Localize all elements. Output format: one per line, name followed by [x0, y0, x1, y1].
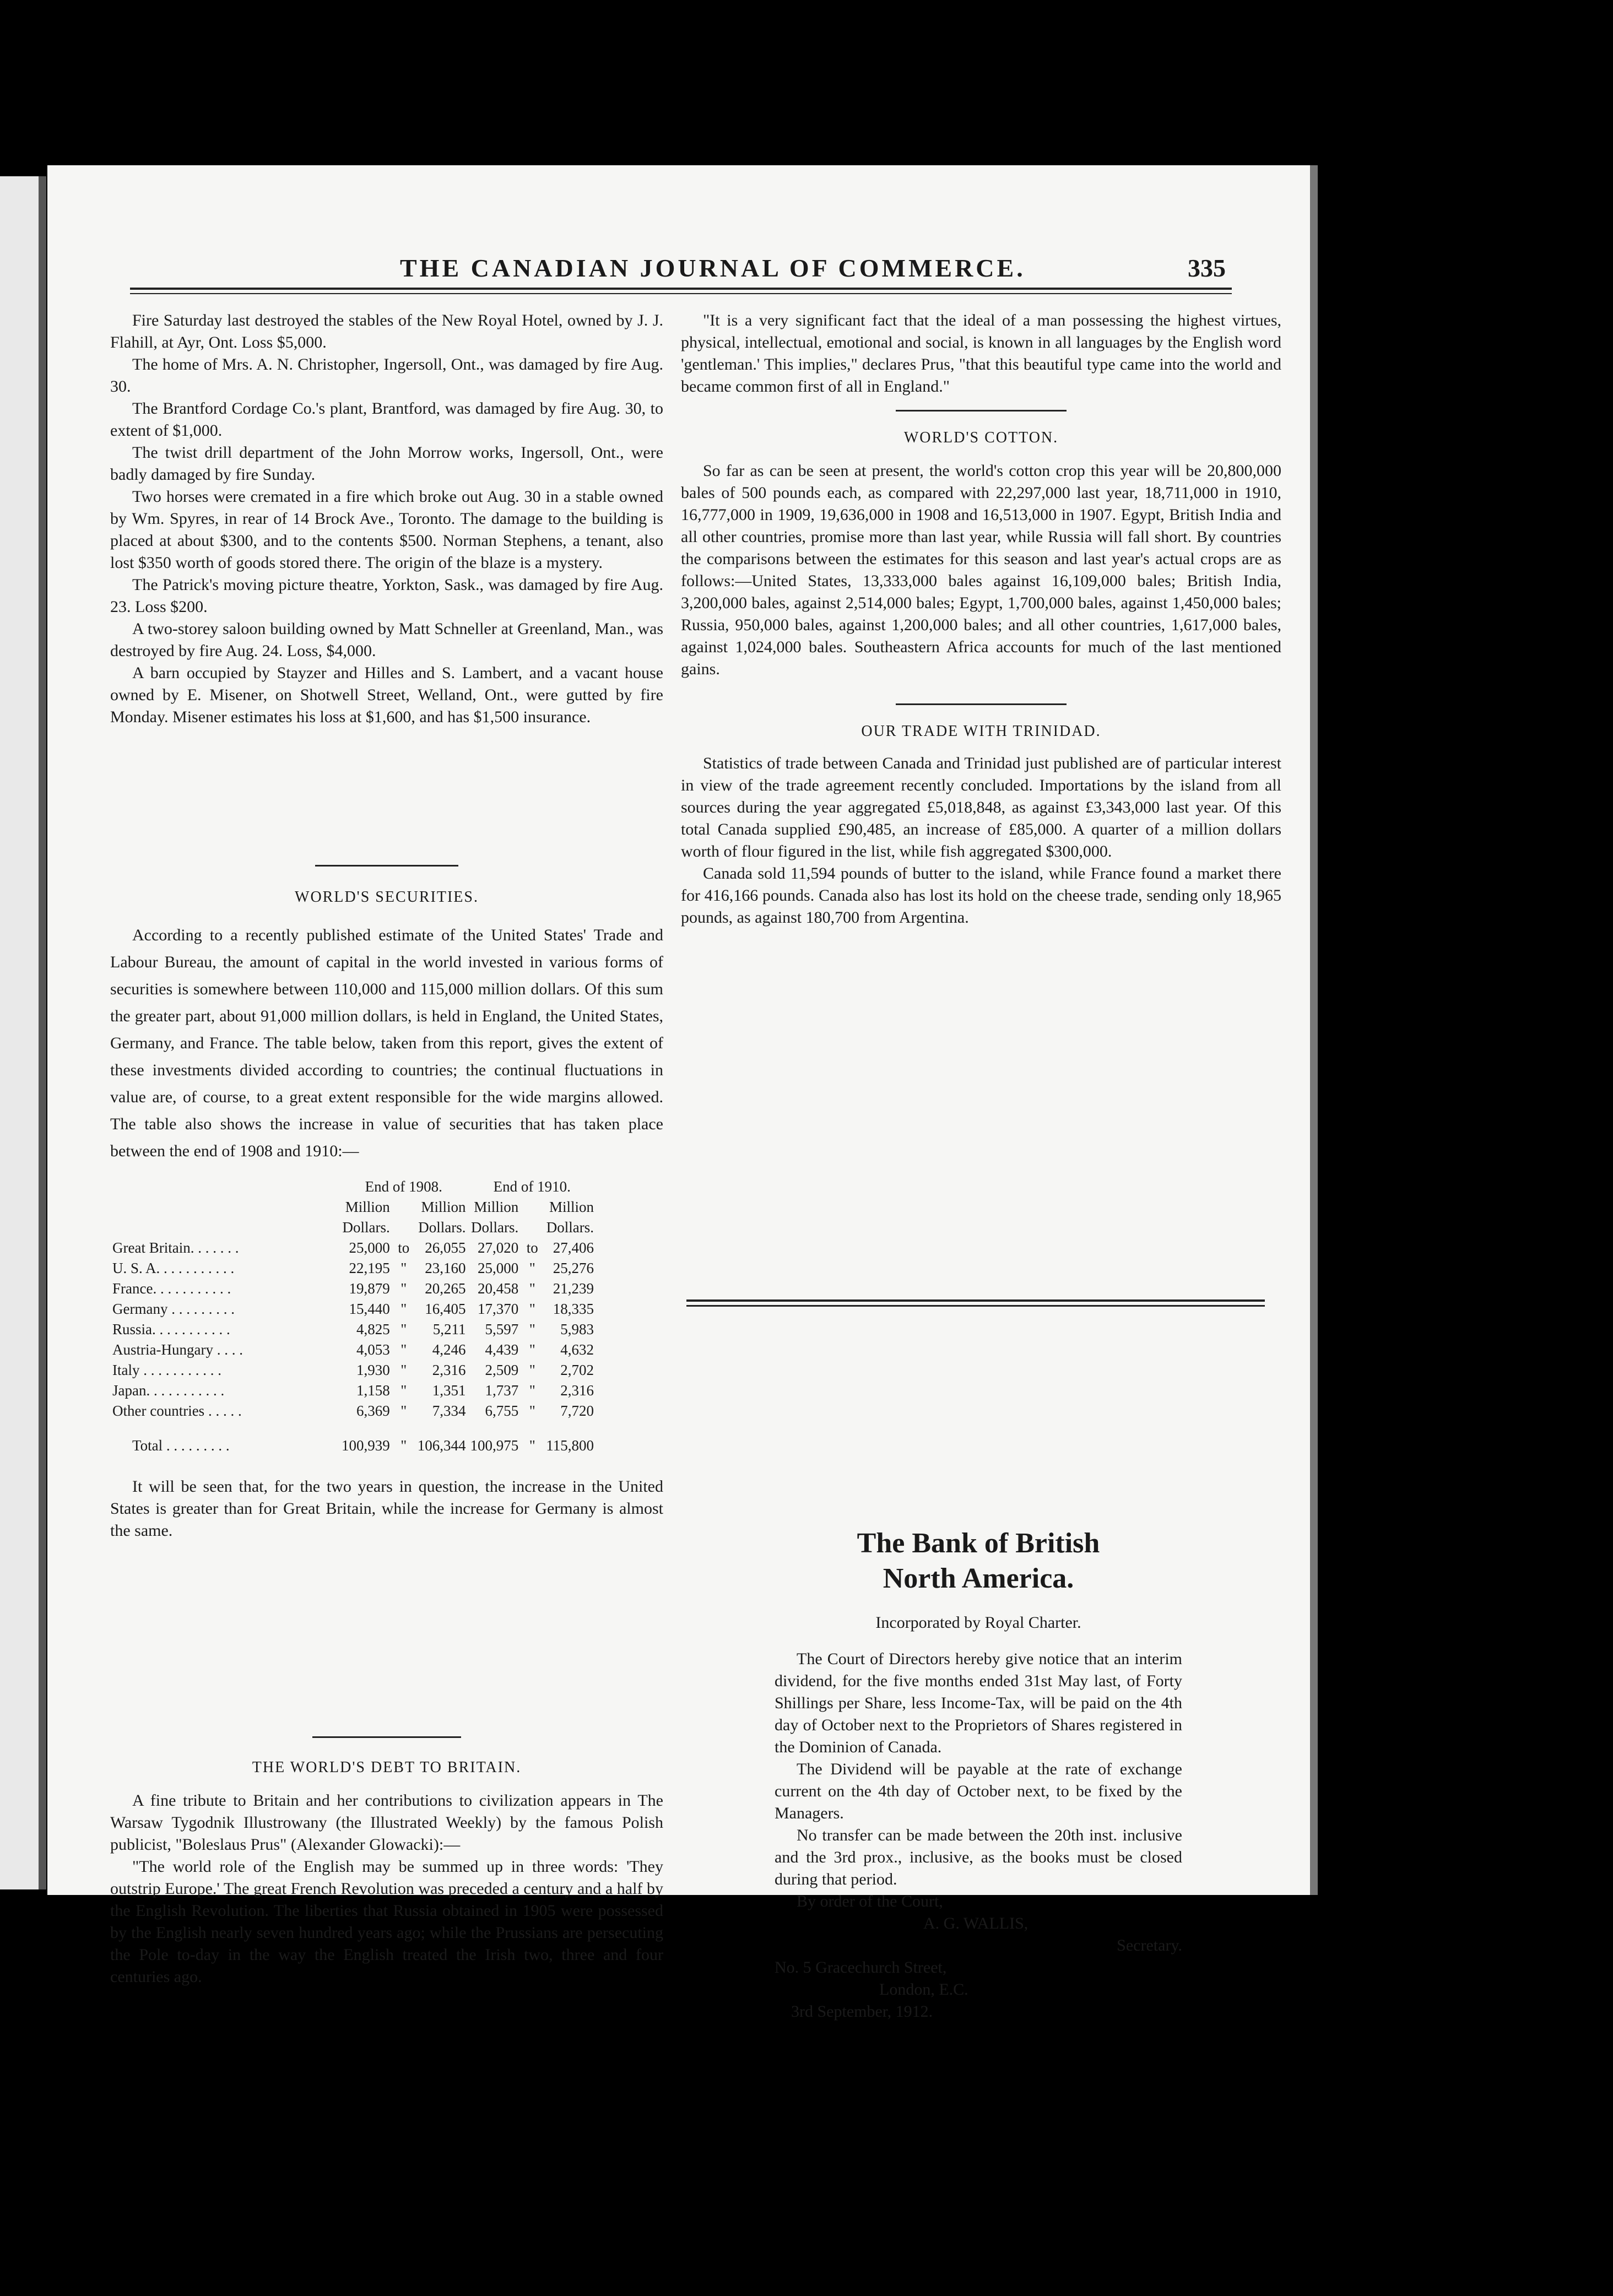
total-label: Total . . . . . . . . . [132, 1437, 230, 1454]
unit-label: Million [345, 1199, 390, 1215]
bank-signatory: A. G. WALLIS, [923, 1914, 1029, 1932]
debt-continuation [681, 310, 1281, 929]
value-cell: 5,983 [560, 1321, 594, 1337]
ditto-mark: " [529, 1280, 535, 1297]
country-label: Germany . . . . . . . . . [112, 1301, 235, 1317]
value-cell: 19,879 [349, 1280, 390, 1297]
table-row [110, 1380, 596, 1401]
value-cell: 7,334 [432, 1402, 466, 1419]
debt-article [110, 1736, 663, 1988]
value-cell: 5,211 [432, 1321, 466, 1337]
value-cell: 2,509 [485, 1362, 519, 1378]
value-cell: 25,000 [478, 1260, 519, 1276]
value-cell: 18,335 [553, 1301, 594, 1317]
fire-item: The home of Mrs. A. N. Christopher, Ingersoll, Ont., was damaged by fire Aug. 30. [110, 355, 663, 396]
ditto-mark: " [529, 1382, 535, 1399]
bank-signatory-title: Secretary. [1117, 1936, 1182, 1954]
value-cell: 20,458 [478, 1280, 519, 1297]
unit-label: Dollars. [471, 1219, 519, 1236]
gutter-shadow [39, 176, 46, 1889]
country-label: Japan. . . . . . . . . . . [112, 1382, 225, 1399]
header-rule-thin [130, 293, 1232, 294]
ditto-mark: " [400, 1362, 407, 1378]
bank-paragraph: No transfer can be made between the 20th inst. inclusive and the 3rd prox., inclusive, as the books must be closed during that period. [775, 1826, 1182, 1888]
bank-order: By order of the Court, [797, 1892, 943, 1910]
value-cell: 1,737 [485, 1382, 519, 1399]
debt-heading: THE WORLD'S DEBT TO BRITAIN. [252, 1759, 522, 1776]
total-value: 115,800 [546, 1437, 594, 1454]
fire-item: The Brantford Cordage Co.'s plant, Brantford, was damaged by fire Aug. 30, to extent of $1,000. [110, 399, 663, 440]
section-rule [312, 1736, 461, 1738]
fire-item: Fire Saturday last destroyed the stables of the New Royal Hotel, owned by J. J. Flahill, at Ayr, Ont. Loss $5,000. [110, 311, 663, 351]
bank-incorporated: Incorporated by Royal Charter. [875, 1613, 1081, 1632]
bank-address: London, E.C. [879, 1980, 968, 1999]
unit-label: Dollars. [546, 1219, 594, 1236]
table-row [110, 1238, 596, 1258]
table-row [110, 1401, 596, 1421]
to-word: to [526, 1239, 538, 1256]
page-number: 335 [1188, 254, 1226, 282]
year-header-1908: End of 1908. [365, 1178, 442, 1195]
fire-item: A two-storey saloon building owned by Matt Schneller at Greenland, Man., was destroyed by fire Aug. 24. Loss, $4,000. [110, 620, 663, 660]
fire-item: A barn occupied by Stayzer and Hilles and S. Lambert, and a vacant house owned by E. Misener, on Shotwell Street, Welland, Ont., were gutted by fire Monday. Misener estimates his loss at $1,600, and has $1,500 insurance. [110, 664, 663, 726]
ditto-mark: " [400, 1280, 407, 1297]
unit-label: Million [474, 1199, 519, 1215]
securities-table [110, 1177, 596, 1456]
country-label: Austria-Hungary . . . . [112, 1341, 243, 1358]
country-label: Italy . . . . . . . . . . . [112, 1362, 221, 1378]
value-cell: 27,020 [478, 1239, 519, 1256]
value-cell: 6,755 [485, 1402, 519, 1419]
journal-title: THE CANADIAN JOURNAL OF COMMERCE. [400, 254, 1026, 282]
securities-conclusion: It will be seen that, for the two years in question, the increase in the United States is greater than for Great Britain, while the increase for Germany is almost the same. [110, 1477, 663, 1540]
value-cell: 15,440 [349, 1301, 390, 1317]
unit-label: Million [549, 1199, 594, 1215]
value-cell: 2,702 [560, 1362, 594, 1378]
bank-title: The Bank of British [857, 1528, 1100, 1559]
value-cell: 4,053 [356, 1341, 390, 1358]
value-cell: 6,369 [356, 1402, 390, 1419]
year-header-1910: End of 1910. [493, 1178, 571, 1195]
ditto-mark: " [400, 1301, 407, 1317]
header-rule [130, 288, 1232, 290]
country-label: Russia. . . . . . . . . . . [112, 1321, 230, 1337]
value-cell: 5,597 [485, 1321, 519, 1337]
ditto-mark: " [400, 1382, 407, 1399]
ad-rule-thin [686, 1305, 1265, 1307]
total-row [110, 1436, 596, 1456]
debt-paragraph: A fine tribute to Britain and her contributions to civilization appears in The Warsaw Tygodnik Illustrowany (the Illustrated Weekly) by the famous Polish publicist, "Boleslaus Prus" (Alexander Glowacki):— [110, 1791, 663, 1854]
fire-item: The twist drill department of the John Morrow works, Ingersoll, Ont., were badly damaged by fire Sunday. [110, 443, 663, 484]
fire-news-section [110, 310, 663, 728]
value-cell: 2,316 [560, 1382, 594, 1399]
country-label: U. S. A. . . . . . . . . . . [112, 1260, 235, 1276]
ditto-mark: " [400, 1341, 407, 1358]
page-edge-shadow [1310, 165, 1318, 1895]
trinidad-heading: OUR TRADE WITH TRINIDAD. [861, 723, 1101, 740]
facing-page-edge [0, 176, 39, 1889]
bank-paragraph: The Court of Directors hereby give notice that an interim dividend, for the five months ended 31st May last, of Forty Shillings per Share, less Income-Tax, will be paid on the 4th day of October next to the Proprietors of Shares registered in the Dominion of Canada. [775, 1650, 1182, 1756]
unit-label: Million [421, 1199, 466, 1215]
ditto-mark: " [529, 1321, 535, 1337]
country-label: Great Britain. . . . . . . [112, 1239, 239, 1256]
ditto-mark: " [529, 1362, 535, 1378]
value-cell: 26,055 [425, 1239, 466, 1256]
section-rule [896, 703, 1067, 705]
bank-title: North America. [883, 1563, 1074, 1594]
securities-article [110, 865, 663, 1542]
value-cell: 4,246 [432, 1341, 466, 1358]
fire-item: The Patrick's moving picture theatre, Yorkton, Sask., was damaged by fire Aug. 23. Loss $200. [110, 576, 663, 616]
table-row [110, 1279, 596, 1299]
ditto-mark: " [400, 1437, 407, 1454]
table-row [110, 1258, 596, 1279]
unit-label: Dollars. [418, 1219, 466, 1236]
value-cell: 4,439 [485, 1341, 519, 1358]
securities-heading: WORLD'S SECURITIES. [295, 889, 479, 906]
cotton-heading: WORLD'S COTTON. [903, 429, 1059, 446]
value-cell: 23,160 [425, 1260, 466, 1276]
trinidad-paragraph: Canada sold 11,594 pounds of butter to the island, while France found a market there for 416,166 pounds. Canada also has lost its hold on the cheese trade, sending only 18,965 pounds, as against 180,700 from Argentina. [681, 864, 1281, 927]
ditto-mark: " [529, 1260, 535, 1276]
cotton-paragraph: So far as can be seen at present, the world's cotton crop this year will be 20,800,000 bales of 500 pounds each, as compared with 22,297,000 last year, 18,711,000 in 1910, 16,777,000 in 1909, 19,636,000 in 1908 and 16,513,000 in 1907. Egypt, British India and all other countries, promise more than last year, while Russia will fall short. By countries the comparisons between the estimates for this season and last year's actual crops are as follows:—United States, 13,333,000 bales against 16,109,000 bales; British India, 3,200,000 bales, against 2,514,000 bales; Egypt, 1,700,000 bales, against 1,450,000 bales; Russia, 950,000 bales, against 1,200,000 bales; and all other countries, 1,617,000 bales, against 1,024,000 bales. Southeastern Africa accounts for much of the last mentioned gains. [681, 462, 1281, 678]
table-row [110, 1360, 596, 1380]
bank-address: No. 5 Gracechurch Street, [775, 1958, 947, 1976]
value-cell: 16,405 [425, 1301, 466, 1317]
ditto-mark: " [529, 1341, 535, 1358]
ad-rule [686, 1299, 1265, 1302]
value-cell: 21,239 [553, 1280, 594, 1297]
section-rule [896, 410, 1067, 411]
value-cell: 4,825 [356, 1321, 390, 1337]
total-value: 106,344 [417, 1437, 466, 1454]
country-label: Other countries . . . . . [112, 1402, 242, 1419]
bank-date: 3rd September, 1912. [791, 2002, 933, 2021]
debt-paragraph: "The world role of the English may be summed up in three words: 'They outstrip Europe.' The great French Revolution was preceded a century and a half by the English Revolution. The liberties that Russia obtained in 1905 were possessed by the English nearly seven hundred years ago; while the Prussians are persecuting the Pole to-day in the way the English treated the Irish two, three and four centuries ago. [110, 1858, 663, 1986]
to-word: to [398, 1239, 410, 1256]
total-value: 100,975 [470, 1437, 519, 1454]
bank-paragraph: The Dividend will be payable at the rate of exchange current on the 4th day of October next, to be fixed by the Managers. [775, 1760, 1182, 1822]
bank-advertisement [775, 1526, 1182, 2023]
ditto-mark: " [529, 1301, 535, 1317]
value-cell: 25,000 [349, 1239, 390, 1256]
table-row [110, 1299, 596, 1319]
value-cell: 20,265 [425, 1280, 466, 1297]
trinidad-paragraph: Statistics of trade between Canada and Trinidad just published are of particular interest in view of the trade agreement recently concluded. Importations by the island from all sources during the year aggregated £5,018,848, as against £3,343,000 last year. Of this total Canada supplied £90,485, an increase of £85,000. A quarter of a million dollars worth of flour figured in the list, while fish aggregated $300,000. [681, 754, 1281, 860]
value-cell: 22,195 [349, 1260, 390, 1276]
securities-intro: According to a recently published estimate of the United States' Trade and Labour Bureau, the amount of capital in the world invested in various forms of securities is somewhere between 110,000 and 115,000 million dollars. Of this sum the greater part, about 91,000 million dollars, is held in England, the United States, Germany, and France. The table below, taken from this report, gives the extent of these investments divided according to countries; the continual fluctuations in value are, of course, to a great extent responsible for the wide margins allowed. The table also shows the increase in value of securities that has taken place between the end of 1908 and 1910:— [110, 926, 663, 1160]
journal-page [47, 165, 1310, 2021]
value-cell: 2,316 [432, 1362, 466, 1378]
running-header [47, 165, 1310, 292]
fire-item: Two horses were cremated in a fire which broke out Aug. 30 in a stable owned by Wm. Spyres, in rear of 14 Brock Ave., Toronto. The damage to the building is placed at about $300, and to the contents $500. Norman Stephens, a tenant, also lost $350 worth of goods stored there. The origin of the blaze is a mystery. [110, 488, 663, 572]
value-cell: 1,158 [356, 1382, 390, 1399]
ditto-mark: " [400, 1402, 407, 1419]
ditto-mark: " [529, 1437, 535, 1454]
value-cell: 25,276 [553, 1260, 594, 1276]
unit-label: Dollars. [342, 1219, 390, 1236]
ditto-mark: " [400, 1260, 407, 1276]
value-cell: 1,930 [356, 1362, 390, 1378]
value-cell: 27,406 [553, 1239, 594, 1256]
ditto-mark: " [529, 1402, 535, 1419]
table-row [110, 1340, 596, 1360]
table-row [110, 1319, 596, 1340]
debt-paragraph: "It is a very significant fact that the ideal of a man possessing the highest virtues, physical, intellectual, emotional and social, is known in all languages by the English word 'gentleman.' This implies," declares Prus, "that this beautiful type came into the world and became common first of all in England." [681, 311, 1281, 396]
value-cell: 4,632 [560, 1341, 594, 1358]
section-rule [315, 865, 458, 867]
value-cell: 17,370 [478, 1301, 519, 1317]
ditto-mark: " [400, 1321, 407, 1337]
country-label: France. . . . . . . . . . . [112, 1280, 231, 1297]
total-value: 100,939 [342, 1437, 390, 1454]
value-cell: 7,720 [560, 1402, 594, 1419]
value-cell: 1,351 [432, 1382, 466, 1399]
